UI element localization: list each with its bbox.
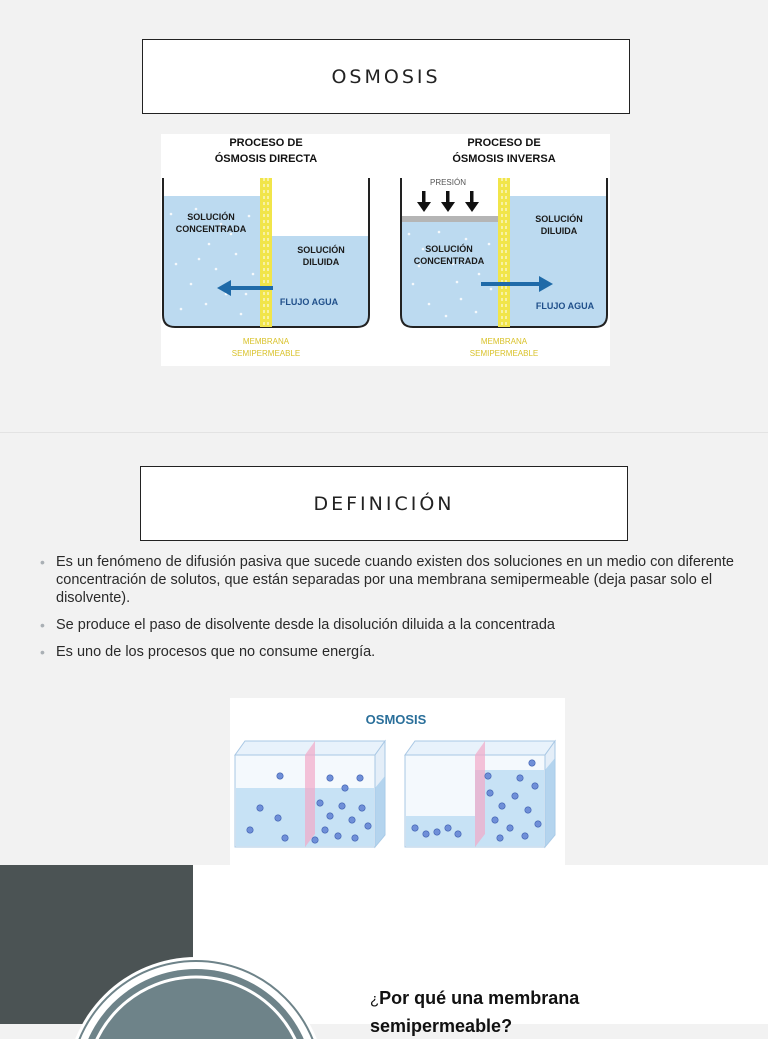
right-diluted-label-2: DILUIDA xyxy=(540,226,578,236)
slide-membrana xyxy=(0,865,768,1036)
left-concentrated-label-1: SOLUCIÓN xyxy=(187,212,235,222)
right-tank xyxy=(405,741,555,847)
left-membrane xyxy=(260,178,272,327)
right-water-concentrated xyxy=(401,222,498,327)
left-diluted-label-1: SOLUCIÓN xyxy=(297,245,345,255)
right-heading-line1: PROCESO DE xyxy=(467,137,541,149)
left-tank xyxy=(235,741,385,847)
right-heading-line2: ÓSMOSIS INVERSA xyxy=(452,153,556,165)
left-membrane-label-2: SEMIPERMEABLE xyxy=(231,349,301,358)
right-membrane xyxy=(498,178,510,327)
right-membrane-label-2: SEMIPERMEABLE xyxy=(469,349,539,358)
bullet-item: • Es uno de los procesos que no consume energía. xyxy=(40,643,740,661)
definition-bullet-list xyxy=(40,553,740,670)
osmosis-tanks-illustration xyxy=(230,698,565,865)
left-flow-label: FLUJO AGUA xyxy=(279,297,339,307)
bullet-item: • Se produce el paso de disolvente desde la disolución diluida a la concentrada xyxy=(40,616,740,634)
slide-osmosis xyxy=(0,0,768,432)
slide-title xyxy=(142,39,630,114)
slide-title-text: OSMOSIS xyxy=(331,65,441,88)
slide-question xyxy=(370,985,730,1039)
right-flow-label: FLUJO AGUA xyxy=(535,301,595,311)
slide-title-text: DEFINICIÓN xyxy=(313,492,455,515)
right-diluted-label-1: SOLUCIÓN xyxy=(535,214,583,224)
question-mark: ¿ xyxy=(370,991,380,1008)
decorative-circle xyxy=(0,865,400,1024)
right-concentrated-label-1: SOLUCIÓN xyxy=(425,244,473,254)
osmosis-process-diagram xyxy=(161,134,610,366)
left-membrane-label-1: MEMBRANA xyxy=(242,337,290,346)
question-line1: Por qué una membrana xyxy=(379,988,580,1008)
pressure-label: PRESIÓN xyxy=(429,178,467,187)
left-heading-line2: ÓSMOSIS DIRECTA xyxy=(214,153,318,165)
right-piston xyxy=(401,216,498,222)
pressure-arrows xyxy=(417,191,479,212)
question-line2: semipermeable? xyxy=(370,1016,513,1036)
slide-definicion xyxy=(0,433,768,865)
osmosis-image-title: OSMOSIS xyxy=(365,712,427,727)
slide-title xyxy=(140,466,628,541)
bullet-item: • Es un fenómeno de difusión pasiva que sucede cuando existen dos soluciones en un medio con diferente concentración de solutos, que están separadas por una membrana semipermeable (deja pasar solo el disolvente). xyxy=(40,553,740,607)
right-concentrated-label-2: CONCENTRADA xyxy=(413,256,485,266)
left-heading-line1: PROCESO DE xyxy=(229,137,303,149)
left-diluted-label-2: DILUIDA xyxy=(302,257,340,267)
left-concentrated-label-2: CONCENTRADA xyxy=(175,224,247,234)
right-membrane-label-1: MEMBRANA xyxy=(480,337,528,346)
